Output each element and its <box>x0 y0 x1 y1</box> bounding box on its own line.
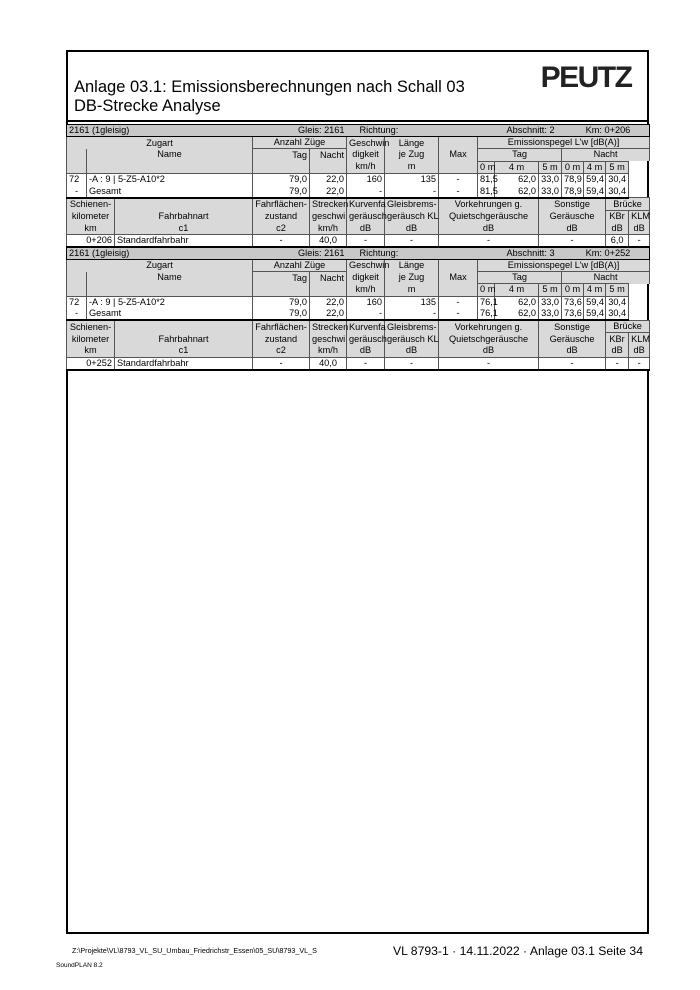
footer-software-version: SoundPLAN 8.2 <box>56 962 103 969</box>
table-cell: - <box>439 173 478 185</box>
table-cell: Geräusche <box>539 210 606 222</box>
table-row <box>67 185 650 197</box>
table-cell: 0 m <box>562 161 584 173</box>
table-cell: 0 m <box>478 284 495 296</box>
table-cell: 30,4 <box>606 173 629 185</box>
table-cell: KBr <box>606 210 629 222</box>
table-row <box>67 272 650 284</box>
table-cell <box>115 320 253 333</box>
header-speed: Geschwin <box>347 260 385 272</box>
table-cell: geräusch KL <box>385 210 439 222</box>
table-cell: Quietschgeräusche <box>439 210 539 222</box>
train-name: -A : 9 | 5-Z5-A10*2 <box>87 296 253 308</box>
header-length: Länge <box>385 137 439 149</box>
table-cell <box>439 284 478 296</box>
table-row <box>67 247 650 260</box>
table-cell: - <box>347 357 385 370</box>
table-cell: - <box>539 357 606 370</box>
table-cell: dB <box>385 345 439 357</box>
table-cell: kilometer <box>67 333 115 345</box>
track-fahrbahn: Standardfahrbahr <box>115 235 253 248</box>
table-cell <box>439 137 478 149</box>
table-cell: 160 <box>347 173 385 185</box>
table-cell: 4 m <box>495 284 539 296</box>
table-cell: c1 <box>115 345 253 357</box>
page-header <box>68 52 647 122</box>
header-speed: Geschwin <box>347 137 385 149</box>
table-cell: 76,1 <box>478 296 495 308</box>
header-vorkehrungen: Vorkehrungen g. <box>439 198 539 211</box>
table-cell: - <box>439 296 478 308</box>
table-cell: - <box>347 235 385 248</box>
table-cell: 40,0 <box>310 357 347 370</box>
table-cell: 40,0 <box>310 235 347 248</box>
table-row <box>67 320 650 333</box>
table-row <box>67 357 650 370</box>
header-kurve: Kurvenfa <box>347 198 385 211</box>
table-cell: 5 m <box>539 284 562 296</box>
table-cell: - <box>67 308 87 320</box>
header-tag: Tag <box>253 272 310 284</box>
table-row <box>67 345 650 357</box>
table-cell: m <box>385 161 439 173</box>
total-label: Gesamt <box>87 308 253 320</box>
header-max: Max <box>439 272 478 284</box>
table-cell: 33,0 <box>539 173 562 185</box>
table-cell: - <box>606 357 629 370</box>
table-cell: KBr <box>606 333 629 345</box>
table-cell: 33,0 <box>539 308 562 320</box>
table-cell: - <box>347 185 385 197</box>
header-strecke-v: Strecken <box>310 320 347 333</box>
total-label: Gesamt <box>87 185 253 197</box>
table-cell: 79,0 <box>253 296 310 308</box>
header-max: Max <box>439 149 478 161</box>
header-emission-tag: Tag <box>478 149 562 161</box>
train-number: 72 <box>67 296 87 308</box>
table-cell: 59,4 <box>584 173 606 185</box>
table-cell: 160 <box>347 296 385 308</box>
table-cell <box>87 284 253 296</box>
section-direction: Richtung: <box>347 247 478 260</box>
table-cell: - <box>439 235 539 248</box>
header-name: Name <box>87 272 253 284</box>
table-cell <box>67 284 87 296</box>
table-cell: 22,0 <box>310 308 347 320</box>
table-cell <box>67 149 87 161</box>
table-cell: km/h <box>310 345 347 357</box>
table-row <box>67 308 650 320</box>
table-row <box>67 149 650 161</box>
header-emission: Emissionspegel L'w [dB(A)] <box>478 137 650 149</box>
table-cell: 81,5 <box>478 185 495 197</box>
table-cell: 30,4 <box>606 296 629 308</box>
table-cell: dB <box>385 222 439 234</box>
table-cell: 30,4 <box>606 185 629 197</box>
section-direction: Richtung: <box>347 125 478 137</box>
header-emission-tag: Tag <box>478 272 562 284</box>
title-line-1: Anlage 03.1: Emissionsberechnungen nach Schall 03 <box>74 78 465 96</box>
table-cell: c2 <box>253 222 310 234</box>
table-cell: 59,4 <box>584 308 606 320</box>
table-cell <box>439 260 478 272</box>
table-cell: dB <box>606 222 629 234</box>
footer-file-path: Z:\Projekte\VL\8793_VL_SU_Umbau_Friedrichstr_Essen\05_SU\8793_VL_S <box>72 946 317 955</box>
table-cell: 33,0 <box>539 185 562 197</box>
table-cell: - <box>253 357 310 370</box>
table-cell: 62,0 <box>495 308 539 320</box>
table-row <box>67 161 650 173</box>
table-cell: je Zug <box>385 272 439 284</box>
table-cell: 78,9 <box>562 185 584 197</box>
table-cell: geräusch <box>347 333 385 345</box>
table-cell <box>67 272 87 284</box>
table-cell: dB <box>439 345 539 357</box>
train-number: 72 <box>67 173 87 185</box>
table-cell: - <box>253 235 310 248</box>
table-cell: dB <box>439 222 539 234</box>
header-schienen: Schienen- <box>67 320 115 333</box>
track-km: 0+206 <box>67 235 115 248</box>
table-row <box>67 125 650 137</box>
table-cell: geräusch KL <box>385 333 439 345</box>
table-cell: 22,0 <box>310 185 347 197</box>
table-row <box>67 210 650 222</box>
table-cell: 4 m <box>495 161 539 173</box>
header-emission: Emissionspegel L'w [dB(A)] <box>478 260 650 272</box>
section-line-name: 2161 (1gleisig) <box>67 247 253 260</box>
table-cell: 30,4 <box>606 308 629 320</box>
table-cell: geräusch <box>347 210 385 222</box>
table-cell: 5 m <box>606 161 629 173</box>
table-row <box>67 260 650 272</box>
table-row <box>67 222 650 234</box>
header-sonstige: Sonstige <box>539 198 606 211</box>
table-cell: Quietschgeräusche <box>439 333 539 345</box>
table-cell: digkeit <box>347 149 385 161</box>
table-cell: - <box>385 308 439 320</box>
section-track: Gleis: 2161 <box>253 125 347 137</box>
peutz-logo <box>533 61 639 94</box>
table-row <box>67 198 650 211</box>
table-cell: 0 m <box>478 161 495 173</box>
table-cell: je Zug <box>385 149 439 161</box>
section-segment: Abschnitt: 2 <box>478 125 584 137</box>
table-row <box>67 173 650 185</box>
header-name: Name <box>87 149 253 161</box>
table-cell: 78,9 <box>562 173 584 185</box>
table-cell: - <box>385 185 439 197</box>
table-cell: c2 <box>253 345 310 357</box>
table-cell <box>253 284 310 296</box>
table-cell: 135 <box>385 173 439 185</box>
header-schienen: Schienen- <box>67 198 115 211</box>
header-sonstige: Sonstige <box>539 320 606 333</box>
table-cell: 79,0 <box>253 173 310 185</box>
section-segment: Abschnitt: 3 <box>478 247 584 260</box>
table-cell: dB <box>629 345 650 357</box>
table-cell: - <box>439 308 478 320</box>
table-cell <box>115 198 253 211</box>
table-cell: dB <box>606 345 629 357</box>
table-cell: geschwi <box>310 333 347 345</box>
header-klm: KLM <box>629 210 650 222</box>
table-cell: dB <box>629 222 650 234</box>
table-cell: 62,0 <box>495 296 539 308</box>
svg-text:PEUTZ: PEUTZ <box>540 61 632 94</box>
title-line-2: DB-Strecke Analyse <box>74 97 221 115</box>
table-cell: - <box>439 357 539 370</box>
table-cell <box>310 161 347 173</box>
table-cell <box>310 284 347 296</box>
table-cell: zustand <box>253 210 310 222</box>
header-tag: Tag <box>253 149 310 161</box>
header-nacht: Nacht <box>310 149 347 161</box>
table-cell: 6,0 <box>606 235 629 248</box>
header-fahrbahn: Fahrbahnart <box>115 333 253 345</box>
table-cell <box>253 161 310 173</box>
table-cell: 73,6 <box>562 296 584 308</box>
header-length: Länge <box>385 260 439 272</box>
table-row <box>67 296 650 308</box>
table-cell: - <box>385 357 439 370</box>
table-cell: 79,0 <box>253 185 310 197</box>
header-gleisbrems: Gleisbrems- <box>385 198 439 211</box>
table-cell: 4 m <box>584 161 606 173</box>
header-fahrflaechen: Fahrflächen- <box>253 320 310 333</box>
table-cell: - <box>629 235 650 248</box>
table-cell: 62,0 <box>495 185 539 197</box>
table-cell: zustand <box>253 333 310 345</box>
table-row <box>67 137 650 149</box>
table-cell: dB <box>347 222 385 234</box>
table-row <box>67 333 650 345</box>
table-cell: 76,1 <box>478 308 495 320</box>
header-bruecke: Brücke <box>606 198 650 211</box>
header-strecke-v: Strecken <box>310 198 347 211</box>
table-cell: km/h <box>310 222 347 234</box>
table-cell: km/h <box>347 161 385 173</box>
table-row <box>67 284 650 296</box>
header-fahrflaechen: Fahrflächen- <box>253 198 310 211</box>
table-cell: km <box>67 222 115 234</box>
page-title <box>74 78 465 116</box>
table-cell: 62,0 <box>495 173 539 185</box>
header-zugart: Zugart <box>67 260 253 272</box>
table-cell: 79,0 <box>253 308 310 320</box>
header-gleisbrems: Gleisbrems- <box>385 320 439 333</box>
table-cell: dB <box>539 345 606 357</box>
table-cell: - <box>539 235 606 248</box>
table-cell: - <box>385 235 439 248</box>
table-cell: Geräusche <box>539 333 606 345</box>
header-anzahl: Anzahl Züge <box>253 137 347 149</box>
table-cell: digkeit <box>347 272 385 284</box>
section-km: Km: 0+206 <box>584 125 650 137</box>
table-cell: 81,5 <box>478 173 495 185</box>
train-name: -A : 9 | 5-Z5-A10*2 <box>87 173 253 185</box>
table-cell: geschwi <box>310 210 347 222</box>
header-vorkehrungen: Vorkehrungen g. <box>439 320 539 333</box>
table-cell: 73,6 <box>562 308 584 320</box>
table-cell: dB <box>347 345 385 357</box>
table-cell: 59,4 <box>584 185 606 197</box>
table-cell <box>67 161 87 173</box>
table-cell: c1 <box>115 222 253 234</box>
table-cell: 59,4 <box>584 296 606 308</box>
section-km: Km: 0+252 <box>584 247 650 260</box>
track-fahrbahn: Standardfahrbahr <box>115 357 253 370</box>
header-emission-nacht: Nacht <box>562 149 650 161</box>
table-cell: km <box>67 345 115 357</box>
track-km: 0+252 <box>67 357 115 370</box>
section-line-name: 2161 (1gleisig) <box>67 125 253 137</box>
table-cell <box>87 161 253 173</box>
table-cell: 22,0 <box>310 296 347 308</box>
header-zugart: Zugart <box>67 137 253 149</box>
table-row <box>67 235 650 248</box>
table-cell: 33,0 <box>539 296 562 308</box>
emission-table <box>66 124 650 371</box>
table-cell: km/h <box>347 284 385 296</box>
table-cell: - <box>67 185 87 197</box>
table-cell: 135 <box>385 296 439 308</box>
header-kurve: Kurvenfa <box>347 320 385 333</box>
section-track: Gleis: 2161 <box>253 247 347 260</box>
table-cell: 0 m <box>562 284 584 296</box>
table-cell: - <box>439 185 478 197</box>
header-fahrbahn: Fahrbahnart <box>115 210 253 222</box>
table-cell: 22,0 <box>310 173 347 185</box>
table-cell <box>439 161 478 173</box>
header-bruecke: Brücke <box>606 320 650 333</box>
table-cell: - <box>629 357 650 370</box>
header-klm: KLM <box>629 333 650 345</box>
table-cell: 5 m <box>606 284 629 296</box>
footer-page-reference: VL 8793-1 · 14.11.2022 · Anlage 03.1 Seite 34 <box>392 944 643 958</box>
header-nacht: Nacht <box>310 272 347 284</box>
header-anzahl: Anzahl Züge <box>253 260 347 272</box>
table-cell: kilometer <box>67 210 115 222</box>
header-emission-nacht: Nacht <box>562 272 650 284</box>
table-cell: 5 m <box>539 161 562 173</box>
table-cell: dB <box>539 222 606 234</box>
table-cell: m <box>385 284 439 296</box>
table-cell: - <box>347 308 385 320</box>
table-cell: 4 m <box>584 284 606 296</box>
